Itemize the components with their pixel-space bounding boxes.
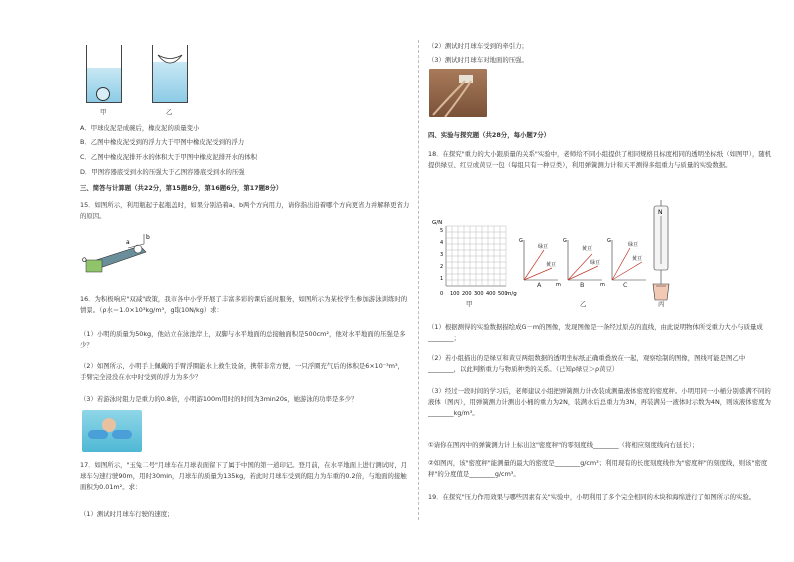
question-16: 16．为积极响应"双减"政策，我市各中小学开展了丰富多彩的课后延时服务，如图所示为某校学生参加游泳训练时的情景。（ρ水＝1.0×10³kg/m³，g取10N/kg）求：: [80, 295, 408, 314]
question-15: 15．如图所示，利用瓶起子起瓶盖时，如果分别沿着a、b两个方向用力，请你指出沿着哪个方向更省力并解释更省力的原因。: [80, 201, 410, 220]
bowl-shape: [157, 53, 183, 65]
option-d: D．甲图容器底受到水的压强大于乙图容器底受到水的压强: [80, 168, 245, 176]
question-16-2: （2）如图所示，小明手上佩戴的手臂浮圈能水上救生设备，携带非常方便，一只浮圈充气后的体积是6×10⁻³m³，手臂完全浸没在水中时受到的浮力为多少？: [80, 362, 404, 381]
x-tick-100: 100: [450, 291, 460, 297]
caption-bing: 丙: [658, 300, 665, 308]
x-tick-500: 500: [498, 291, 508, 297]
question-18-4: ①请你在图丙中的弹簧测力计上标出这"密度秤"的零刻度线________（将相应刻度线向右延长）；: [428, 441, 699, 449]
y-tick-5: 5: [440, 228, 444, 234]
graph-b-g: G: [563, 238, 567, 244]
question-17: 17．如图所示，"玉兔二号"月球车在月球表面留下了属于中国的第一道印记。登月前，在水平地面上进行测试时，月球车匀速行驶90m，用时30min，月球车的质量为135kg，若此时月球车受到的阻力为车重的0.2倍，与地面的接触面积为0.01m²。求：: [80, 461, 408, 491]
caption-yi: 乙: [580, 300, 587, 308]
spring-top-label: N: [658, 209, 663, 216]
section-4-heading: 四、实验与探究题（共28分，每小题7分）: [428, 131, 550, 139]
fig-label-yi: 乙: [166, 108, 173, 116]
graph-yi: [518, 232, 648, 288]
question-17-3: （3）测试时月球车对地面的压强。: [428, 56, 528, 64]
graph-c-id: C: [623, 281, 628, 289]
graph-a-g: G: [519, 238, 523, 244]
question-17-2: （2）测试时月球车受到的牵引力；: [428, 42, 528, 50]
graph-a-m: m: [556, 282, 561, 288]
question-16-3: （3）若游泳时阻力是重力的0.8倍，小明游100m用时的时间为3min20s，她游泳的功率是多少？: [80, 395, 358, 403]
x-tick-400: 400: [486, 291, 496, 297]
bottle-opener-figure: [80, 232, 160, 274]
question-18-1: （1）根据测得的实验数据描绘成G－m的图像，发现图像是一条经过原点的直线，由此说明物体所受重力大小与质量成________；: [428, 323, 763, 342]
option-c: C．乙图中橡皮泥排开水的体积大于甲图中橡皮泥排开水的体积: [80, 153, 258, 161]
question-19: 19．在探究"压力作用效果与哪些因素有关"实验中，小明利用了多个完全相同的木块和海绵进行了如图所示的实验。: [428, 493, 756, 501]
graph-b-id: B: [580, 281, 585, 289]
graph-a-line2: 黄豆: [546, 262, 557, 268]
graph-b-line1: 黄豆: [582, 246, 593, 252]
option-b: B．乙图中橡皮泥受到的浮力大于甲图中橡皮泥受到的浮力: [80, 138, 245, 146]
y-tick-3: 3: [440, 252, 444, 258]
question-18-2: （2）若小组描出的是绿豆和黄豆两组数据的透明坐标纸正确重叠放在一起，观察绘制的图像，图线可能是图乙中________，以此判断重力与物质种类的关系。（已知ρ绿豆＞ρ黄豆）: [428, 354, 746, 373]
graph-a-id: A: [537, 281, 542, 289]
graph-b-m: m: [600, 282, 605, 288]
graph-jia: [428, 216, 526, 298]
graph-b-line2: 绿豆: [590, 260, 601, 266]
x-tick-300: 300: [474, 291, 484, 297]
spring-scale-figure: [646, 200, 676, 306]
beaker-jia: [86, 45, 122, 103]
x-tick-200: 200: [462, 291, 472, 297]
question-16-1: （1）小明的质量为50kg，他站立在泳池岸上，双脚与水平地面的总接触面积是500cm²，他对水平地面的压强是多少？: [80, 330, 406, 349]
y-tick-2: 2: [440, 264, 444, 270]
column-divider: [418, 40, 419, 520]
label-b: b: [146, 234, 150, 241]
y-tick-4: 4: [440, 240, 444, 246]
question-17-1: （1）测试时月球车行驶的速度；: [80, 510, 174, 518]
question-18-3: （3）经过一段时间的学习后，老师建议小组把弹簧测力计改装成测量液体密度的密度秤。小明用同一小桶分别盛满不同的液体（图丙），用弹簧测力计测出小桶的重力为2N，装满水后总重力为3N，再装满另一液体时示数为4N，则该液体密度为________kg/m³。: [428, 387, 771, 417]
graph-xlabel: m/g: [506, 291, 517, 297]
graph-a-line1: 绿豆: [538, 244, 549, 250]
ball: [96, 87, 110, 101]
section-3-heading: 三、简答与计算题（共22分，第15题8分，第16题6分，第17题8分）: [80, 184, 283, 192]
graph-c-line1: 绿豆: [628, 242, 639, 248]
graph-c-g: G: [607, 238, 611, 244]
graph-c-line2: 黄豆: [632, 256, 643, 262]
beaker-yi: [152, 45, 188, 103]
label-o: O: [82, 257, 87, 264]
option-a: A．甲球皮泥是成碗后，橡皮泥的质量变小: [80, 124, 200, 132]
question-18-5: ②如图丙，该"密度秤"能测量的最大的密度是________g/cm³；利用现有的长度刻度线作为"密度秤"的刻度线，则该"密度秤"的分度值是________g/cm³。: [428, 459, 768, 478]
lunar-rover-photo: [429, 69, 487, 117]
swimming-photo: [82, 410, 142, 452]
caption-jia: 甲: [466, 300, 473, 308]
question-18: 18．在探究"重力的大小跟质量的关系"实验中，老师给不同小组提供了相同规格且标度相同的透明坐标纸（如图甲），随机提供绿豆、红豆或黄豆一包（每组只有一种豆类），利用弹簧测力计和天平测得多组重力与质量的实验数据。: [428, 150, 772, 169]
graph-ylabel: G/N: [432, 220, 443, 226]
label-a: a: [126, 239, 130, 246]
fig-label-jia: 甲: [100, 108, 107, 116]
x-tick-0: 0: [440, 291, 444, 297]
y-tick-1: 1: [440, 276, 444, 282]
